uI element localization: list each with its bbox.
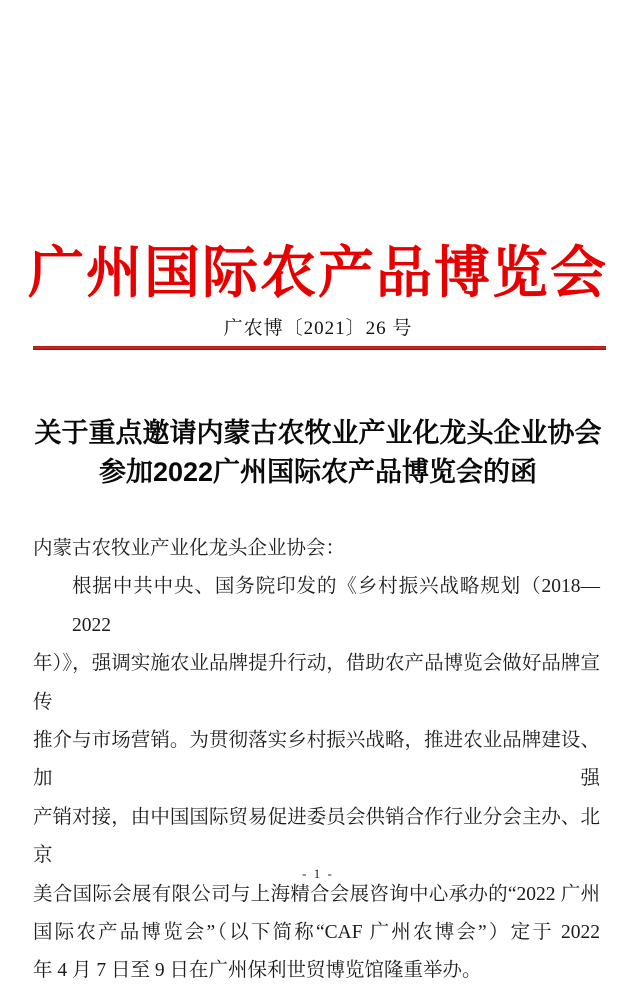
- document-reference-number: 广农博〔2021〕26 号: [223, 318, 413, 339]
- letter-body: [33, 530, 600, 991]
- body-line: 产销对接，由中国国际贸易促进委员会供销合作行业分会主办、北京: [33, 806, 600, 867]
- letterhead-divider-rule: [33, 346, 606, 350]
- letter-subject-title: [0, 414, 636, 492]
- subject-title-line-1: 关于重点邀请内蒙古农牧业产业化龙头企业协会: [34, 418, 602, 448]
- body-line: 国际农产品博览会”（以下简称“CAF 广州农博会”）定于 2022: [33, 922, 600, 944]
- body-line: 年 4 月 7 日至 9 日在广州保利世贸博览馆隆重举办。: [33, 960, 482, 982]
- page-number: - 1 -: [302, 866, 334, 881]
- body-line: 美合国际会展有限公司与上海精合会展咨询中心承办的“2022 广州: [33, 883, 600, 905]
- body-line: 年）》，强调实施农业品牌提升行动，借助农产品博览会做好品牌宣传: [33, 653, 600, 713]
- body-line: 推介与市场营销。为贯彻落实乡村振兴战略，推进农业品牌建设、加强: [33, 730, 600, 790]
- subject-title-line-2: 参加2022广州国际农产品博览会的函: [98, 457, 538, 487]
- letterhead-title: 广州国际农产品博览会: [28, 243, 608, 305]
- salutation: 内蒙古农牧业产业化龙头企业协会：: [33, 538, 346, 559]
- body-line: 根据中共中央、国务院印发的《乡村振兴战略规划（2018—2022: [72, 576, 600, 636]
